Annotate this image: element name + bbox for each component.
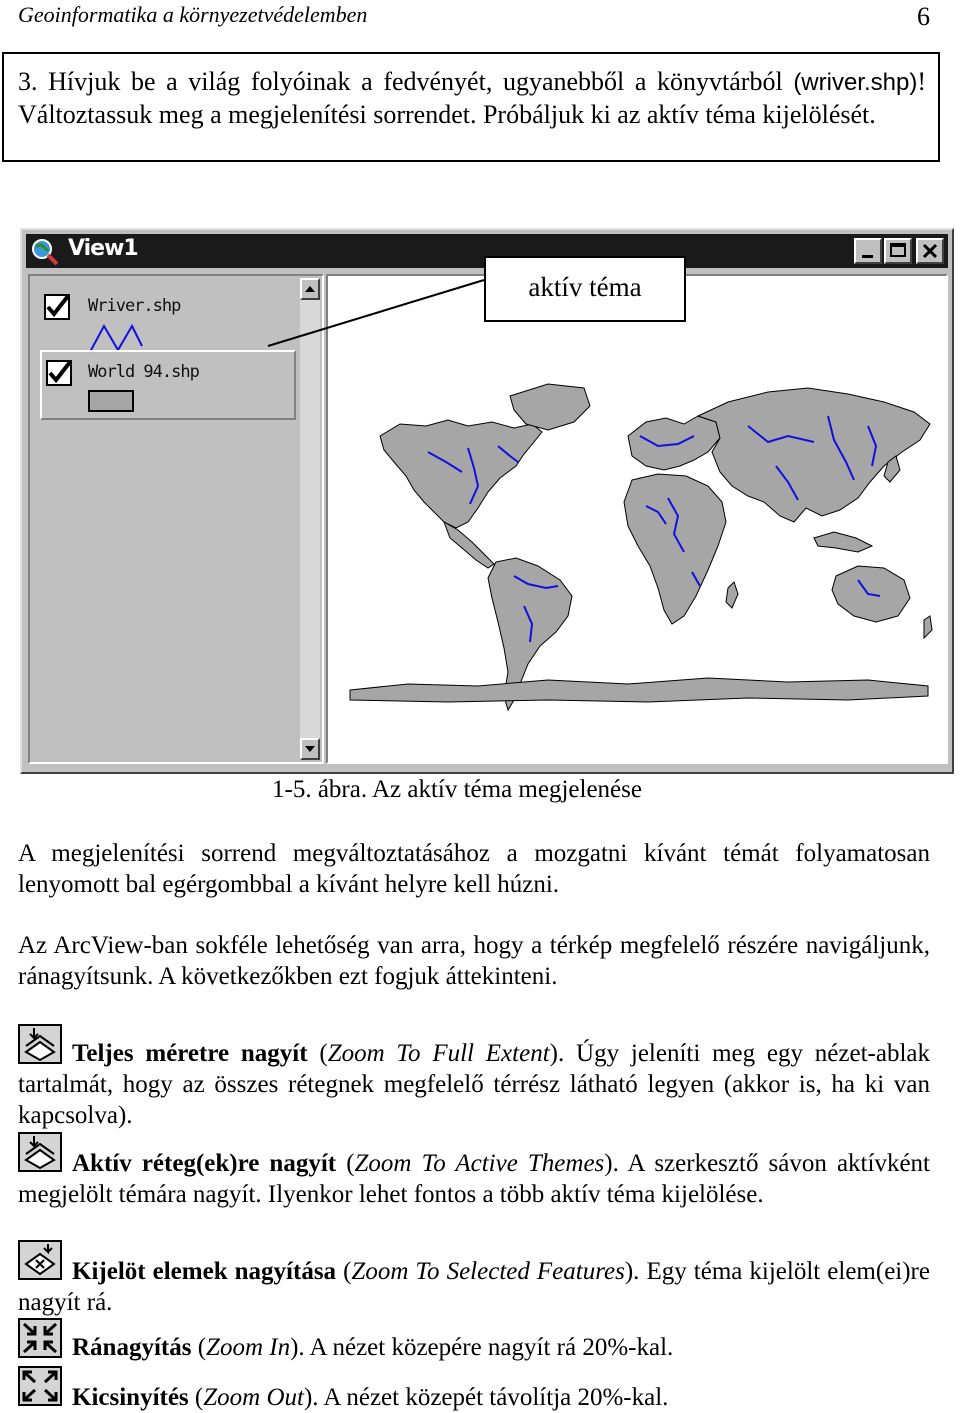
toc-entry-world94-active[interactable] xyxy=(40,350,296,420)
tool-description: . Úgy jeleníti meg egy nézet-ablak tartalmát, hogy az összes rétegnek megfelelő térrész látható legyen (akkor is, ha ki van kapcsolva). xyxy=(18,1040,931,1129)
toc-entry-wriver[interactable] xyxy=(40,284,296,348)
tool-zoom-out: Kicsinyítés (Zoom Out). A nézet közepét távolítja 20%-kal. xyxy=(72,1384,669,1411)
task-line2: ! Változtassuk meg a megjelenítési sorrendet. Próbáljuk ki az aktív xyxy=(18,67,927,129)
running-header: Geoinformatika a környezetvédelemben xyxy=(18,2,368,27)
task-box xyxy=(2,52,940,162)
minimize-button[interactable] xyxy=(854,238,882,264)
tool-description: . A nézet közepére nagyít rá 20%-kal. xyxy=(298,1334,674,1361)
window-title: View1 xyxy=(68,236,138,261)
tool-name: Kicsinyítés xyxy=(72,1384,189,1411)
task-line3: téma kijelölését. xyxy=(705,100,876,129)
maximize-icon xyxy=(886,240,910,262)
active-theme-callout: aktív téma xyxy=(484,256,686,322)
tool-name: Kijelöt elemek nagyítása xyxy=(72,1258,337,1285)
tool-name: Ránagyítás xyxy=(72,1334,192,1361)
tool-name: Teljes méretre nagyít xyxy=(72,1040,308,1067)
central-america xyxy=(444,522,494,568)
page-number: 6 xyxy=(917,2,930,31)
tool-zoom-full-extent: Teljes méretre nagyít (Zoom To Full Extent). Úgy jeleníti meg egy nézet-ablak tartalmát, hogy az összes rétegnek megfelelő térrész látható legyen (akkor is, ha ki van kapcsolva). xyxy=(18,1040,931,1129)
tool-english-name: Zoom To Active Themes xyxy=(354,1150,605,1177)
maximize-button[interactable] xyxy=(884,238,912,264)
tool-zoom-selected: Kijelöt elemek nagyítása (Zoom To Selected Features). Egy téma kijelölt elem(ei)re nagyít rá. xyxy=(18,1258,930,1316)
paragraph-drag-order: A megjelenítési sorrend megváltoztatásához a mozgatni kívánt témát folyamatosan lenyomott bal egérgombbal a kívánt helyre kell húzni. xyxy=(18,840,930,898)
scroll-down-button[interactable] xyxy=(300,738,320,760)
madagascar xyxy=(726,582,738,608)
new-zealand xyxy=(924,616,932,638)
tool-english-name: Zoom To Full Extent xyxy=(327,1040,550,1067)
close-icon xyxy=(918,240,942,262)
tool-description: . A nézet közepét távolítja 20%-kal. xyxy=(312,1384,669,1411)
tool-zoom-active-themes: Aktív réteg(ek)re nagyít (Zoom To Active Themes). A szerkesztő sávon aktívként megjelölt témára nagyít. Ilyenkor lehet fontos a több aktív téma kijelölése. xyxy=(18,1150,930,1208)
minimize-icon xyxy=(856,240,880,262)
tool-zoom-in: Ránagyítás (Zoom In). A nézet közepére nagyít rá 20%-kal. xyxy=(72,1334,674,1361)
close-button[interactable] xyxy=(916,238,944,264)
task-file: (wriver.shp) xyxy=(793,69,918,96)
checkmark-icon[interactable] xyxy=(44,294,70,320)
paragraph-navigation: Az ArcView-ban sokféle lehetőség van arra, hogy a térkép megfelelő részére navigáljunk, ránagyítsunk. A következőkben ezt fogjuk áttekinteni. xyxy=(18,932,930,990)
antarctica xyxy=(350,678,928,702)
layer-name-wriver: Wriver.shp xyxy=(88,296,181,316)
checkmark-icon[interactable] xyxy=(46,360,72,386)
north-america xyxy=(380,420,542,528)
tool-english-name: Zoom Out xyxy=(203,1384,304,1411)
greenland xyxy=(510,384,590,430)
figure-caption: 1-5. ábra. Az aktív téma megjelenése xyxy=(272,776,642,803)
layer-name-world94: World 94.shp xyxy=(88,362,199,382)
tool-description: . Egy téma kijelölt elem(ei)re nagyít rá. xyxy=(18,1258,930,1316)
europe xyxy=(628,416,720,470)
tool-english-name: Zoom In xyxy=(206,1334,291,1361)
globe-magnifier-icon xyxy=(30,237,60,267)
polygon-symbol-icon xyxy=(88,390,136,414)
callout-pointer xyxy=(260,276,500,352)
asia xyxy=(698,388,930,522)
africa xyxy=(624,474,726,624)
task-line1: 3. Hívjuk be a világ folyóinak a fedvényét, ugyanebből a könyvtárból xyxy=(18,67,783,96)
tool-description: . A szerkesztő sávon aktívként megjelölt témára nagyít. Ilyenkor lehet fontos a több aktív téma kijelölése. xyxy=(18,1150,930,1208)
arrow-down-icon xyxy=(302,740,318,758)
indonesia xyxy=(814,532,872,552)
tool-english-name: Zoom To Selected Features xyxy=(351,1258,625,1285)
tool-name: Aktív réteg(ek)re nagyít xyxy=(72,1150,337,1177)
